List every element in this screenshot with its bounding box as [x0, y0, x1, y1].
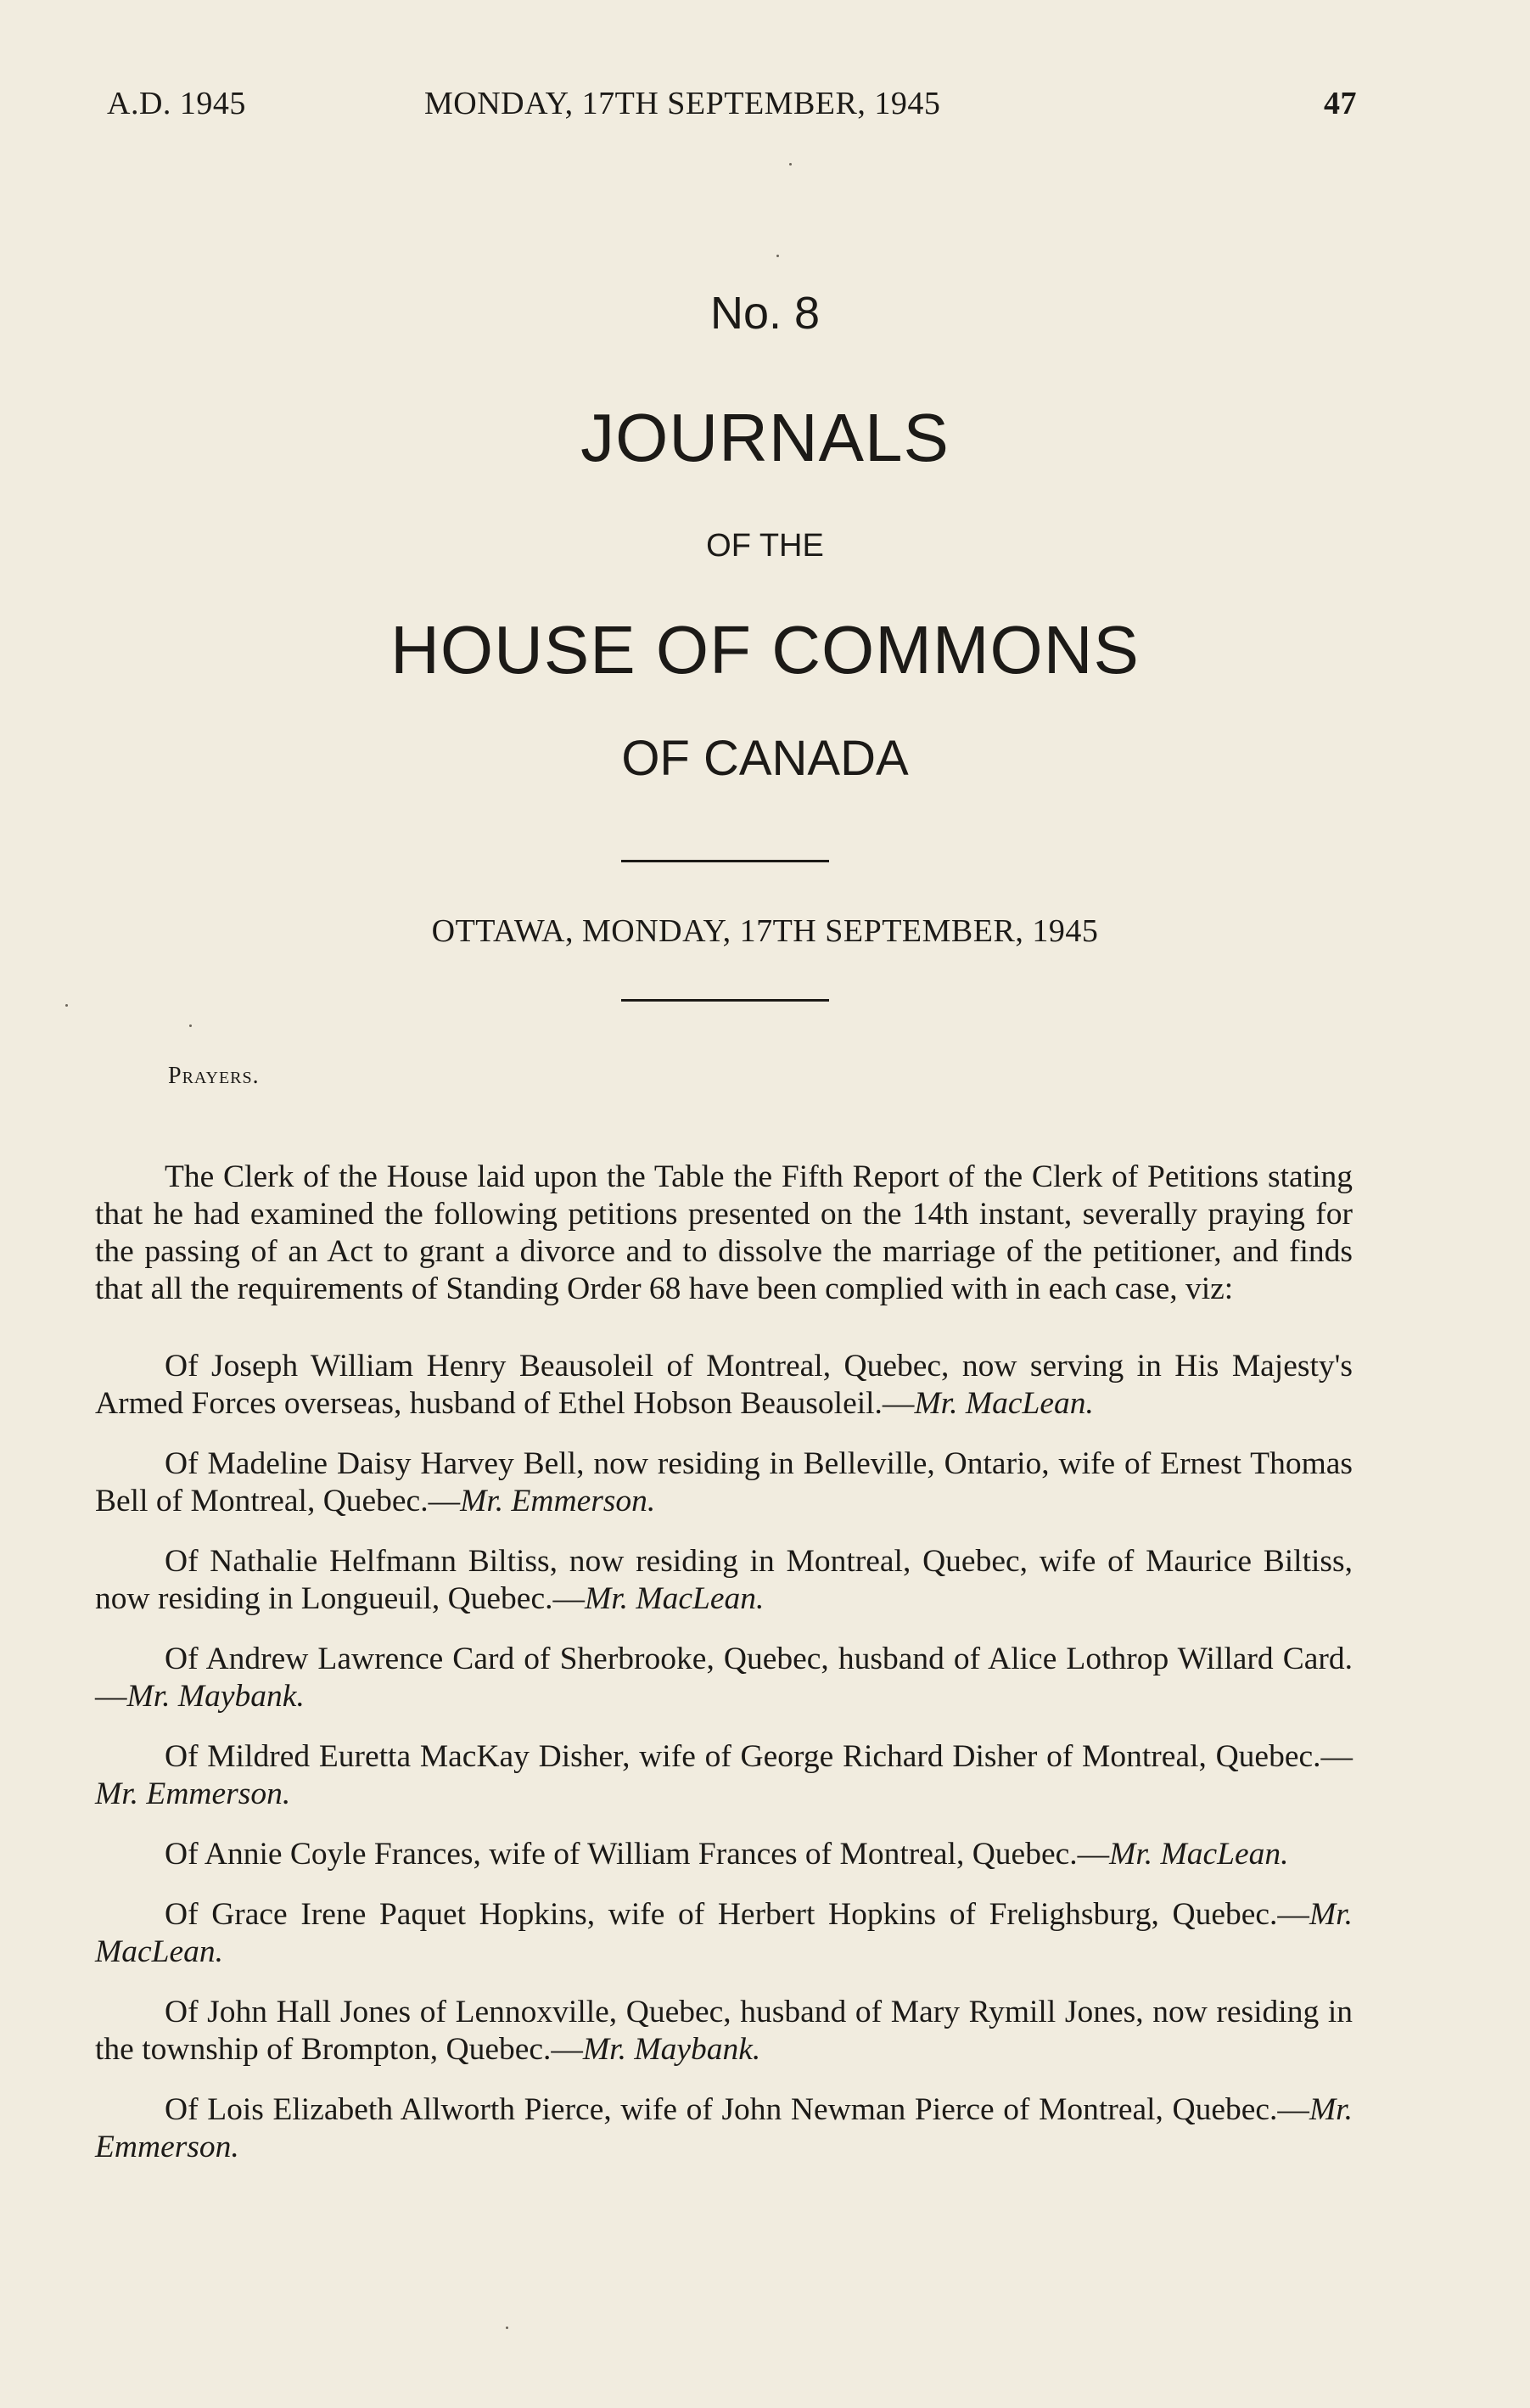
intro-paragraph: The Clerk of the House laid upon the Table the Fifth Report of the Clerk of Petitions stating that he had examined the following petitions presented on the 14th instant, severally praying for the passing of an Act to grant a divorce and to dissolve the marriage of the petitioner, and finds that all the requirements of Standing Order 68 have been complied with in each case, viz:	[95, 1159, 1353, 1306]
petition-entry	[95, 1543, 1353, 1618]
petition-entry	[95, 2091, 1353, 2166]
running-head-date: MONDAY, 17TH SEPTEMBER, 1945	[424, 86, 941, 121]
petition-entry	[95, 1738, 1353, 1813]
dateline: OTTAWA, MONDAY, 17TH SEPTEMBER, 1945	[431, 913, 1099, 949]
running-head-year: A.D. 1945	[107, 86, 246, 121]
petition-text: Of Madeline Daisy Harvey Bell, now residing in Belleville, Ontario, wife of Ernest Thomas Bell of Montreal, Quebec.—	[95, 1446, 1353, 1518]
journal-number: No. 8	[709, 288, 821, 339]
petition-text: Of John Hall Jones of Lennoxville, Quebec, husband of Mary Rymill Jones, now residing in the township of Brompton, Quebec.—	[95, 1995, 1353, 2067]
petition-text: Of Andrew Lawrence Card of Sherbrooke, Quebec, husband of Alice Lothrop Willard Card.—	[95, 1642, 1353, 1714]
intro-section	[95, 1159, 1353, 1308]
paper-speck	[789, 163, 792, 166]
petition-list	[95, 1348, 1353, 2189]
masthead-of-the: OF THE	[706, 528, 824, 564]
petition-text: Of Nathalie Helfmann Biltiss, now residing in Montreal, Quebec, wife of Maurice Biltiss, now residing in Longueuil, Quebec.—	[95, 1544, 1353, 1616]
divider-rule-top	[621, 860, 829, 862]
petition-entry	[95, 1836, 1353, 1873]
petition-text: Of Grace Irene Paquet Hopkins, wife of Herbert Hopkins of Frelighsburg, Quebec.—	[165, 1897, 1309, 1932]
paper-speck	[506, 2327, 508, 2329]
paper-speck	[65, 1004, 68, 1007]
page-number: 47	[1324, 86, 1357, 121]
paper-speck	[776, 255, 779, 257]
petition-member: Mr. Emmerson.	[460, 1484, 656, 1518]
running-head	[0, 85, 1530, 127]
petition-member: Mr. Emmerson.	[95, 2092, 1353, 2164]
petition-member: Mr. Maybank.	[126, 1679, 305, 1714]
masthead-of-canada: OF CANADA	[621, 731, 909, 786]
petition-text: Of Joseph William Henry Beausoleil of Montreal, Quebec, now serving in His Majesty's Armed Forces overseas, husband of Ethel Hobson Beausoleil.—	[95, 1349, 1353, 1421]
divider-rule-bottom	[621, 999, 829, 1002]
petition-entry	[95, 1445, 1353, 1520]
prayers-heading: Prayers.	[168, 1063, 260, 1089]
masthead-journals: JOURNALS	[580, 400, 950, 475]
petition-entry	[95, 1348, 1353, 1423]
petition-member: Mr. Maybank.	[582, 2032, 761, 2067]
petition-entry	[95, 1994, 1353, 2068]
petition-member: Mr. MacLean.	[95, 1897, 1353, 1969]
petition-text: Of Lois Elizabeth Allworth Pierce, wife of John Newman Pierce of Montreal, Quebec.—	[165, 2092, 1309, 2127]
petition-member: Mr. MacLean.	[584, 1581, 765, 1616]
petition-entry	[95, 1896, 1353, 1971]
petition-member: Mr. MacLean.	[914, 1386, 1094, 1421]
petition-member: Mr. MacLean.	[1109, 1837, 1289, 1872]
paper-speck	[189, 1024, 192, 1027]
petition-entry	[95, 1641, 1353, 1715]
petition-text: Of Mildred Euretta MacKay Disher, wife of George Richard Disher of Montreal, Quebec.—	[165, 1739, 1353, 1774]
masthead-house-of-commons: HOUSE OF COMMONS	[390, 612, 1140, 688]
petition-text: Of Annie Coyle Frances, wife of William Frances of Montreal, Quebec.—	[165, 1837, 1110, 1872]
petition-member: Mr. Emmerson.	[95, 1777, 291, 1811]
